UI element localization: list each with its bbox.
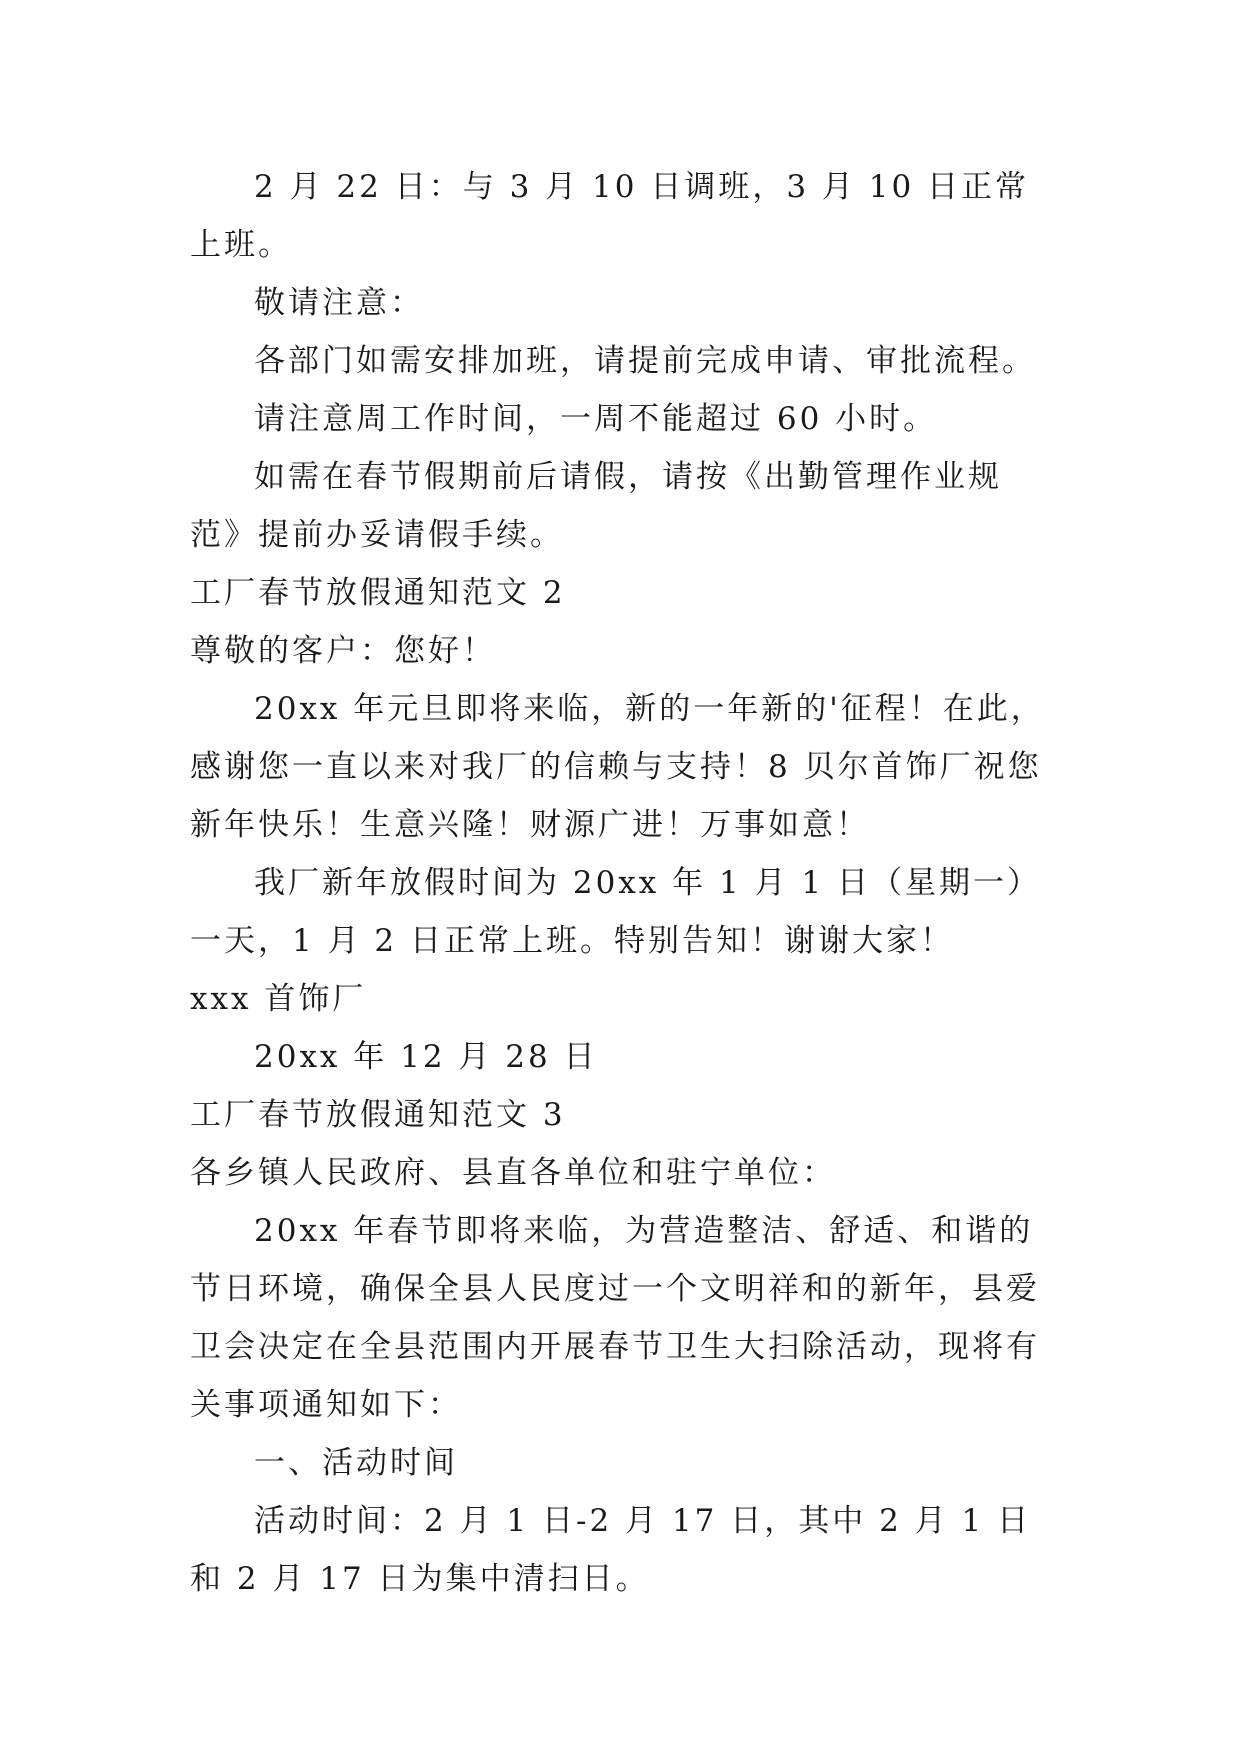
subheading-activity-time: 一、活动时间	[254, 1445, 458, 1481]
paragraph-leave-procedure: 如需在春节假期前后请假，请按《出勤管理作业规范》提前办妥请假手续。	[190, 459, 1002, 553]
paragraph-schedule-swap: 2 月 22 日：与 3 月 10 日调班，3 月 10 日正常上班。	[190, 169, 1030, 263]
section-title-2: 工厂春节放假通知范文 2	[190, 575, 566, 611]
paragraph-new-year-greeting: 20xx 年元旦即将来临，新的一年新的'征程！在此，感谢您一直以来对我厂的信赖与支持！8 贝尔首饰厂祝您新年快乐！生意兴隆！财源广进！万事如意！	[190, 691, 1045, 843]
section-title-3: 工厂春节放假通知范文 3	[190, 1097, 566, 1133]
paragraph-activity-dates: 活动时间：2 月 1 日-2 月 17 日，其中 2 月 1 日和 2 月 17 日为集中清扫日。	[190, 1503, 1032, 1597]
paragraph-weekly-hours: 请注意周工作时间，一周不能超过 60 小时。	[254, 401, 938, 437]
paragraph-cleaning-campaign: 20xx 年春节即将来临，为营造整洁、舒适、和谐的节日环境，确保全县人民度过一个文明祥和的新年，县爱卫会决定在全县范围内开展春节卫生大扫除活动，现将有关事项通知如下：	[190, 1213, 1040, 1423]
paragraph-overtime-approval: 各部门如需安排加班，请提前完成申请、审批流程。	[254, 343, 1036, 379]
salutation-customers: 尊敬的客户：您好！	[190, 633, 496, 669]
signature-factory: xxx 首饰厂	[190, 981, 367, 1017]
document-body	[190, 158, 1050, 1608]
paragraph-notice-heading: 敬请注意：	[254, 285, 424, 321]
signature-date: 20xx 年 12 月 28 日	[254, 1039, 598, 1075]
salutation-units: 各乡镇人民政府、县直各单位和驻宁单位：	[190, 1155, 836, 1191]
paragraph-holiday-time: 我厂新年放假时间为 20xx 年 1 月 1 日（星期一）一天，1 月 2 日正常上班。特别告知！谢谢大家！	[190, 865, 1041, 959]
